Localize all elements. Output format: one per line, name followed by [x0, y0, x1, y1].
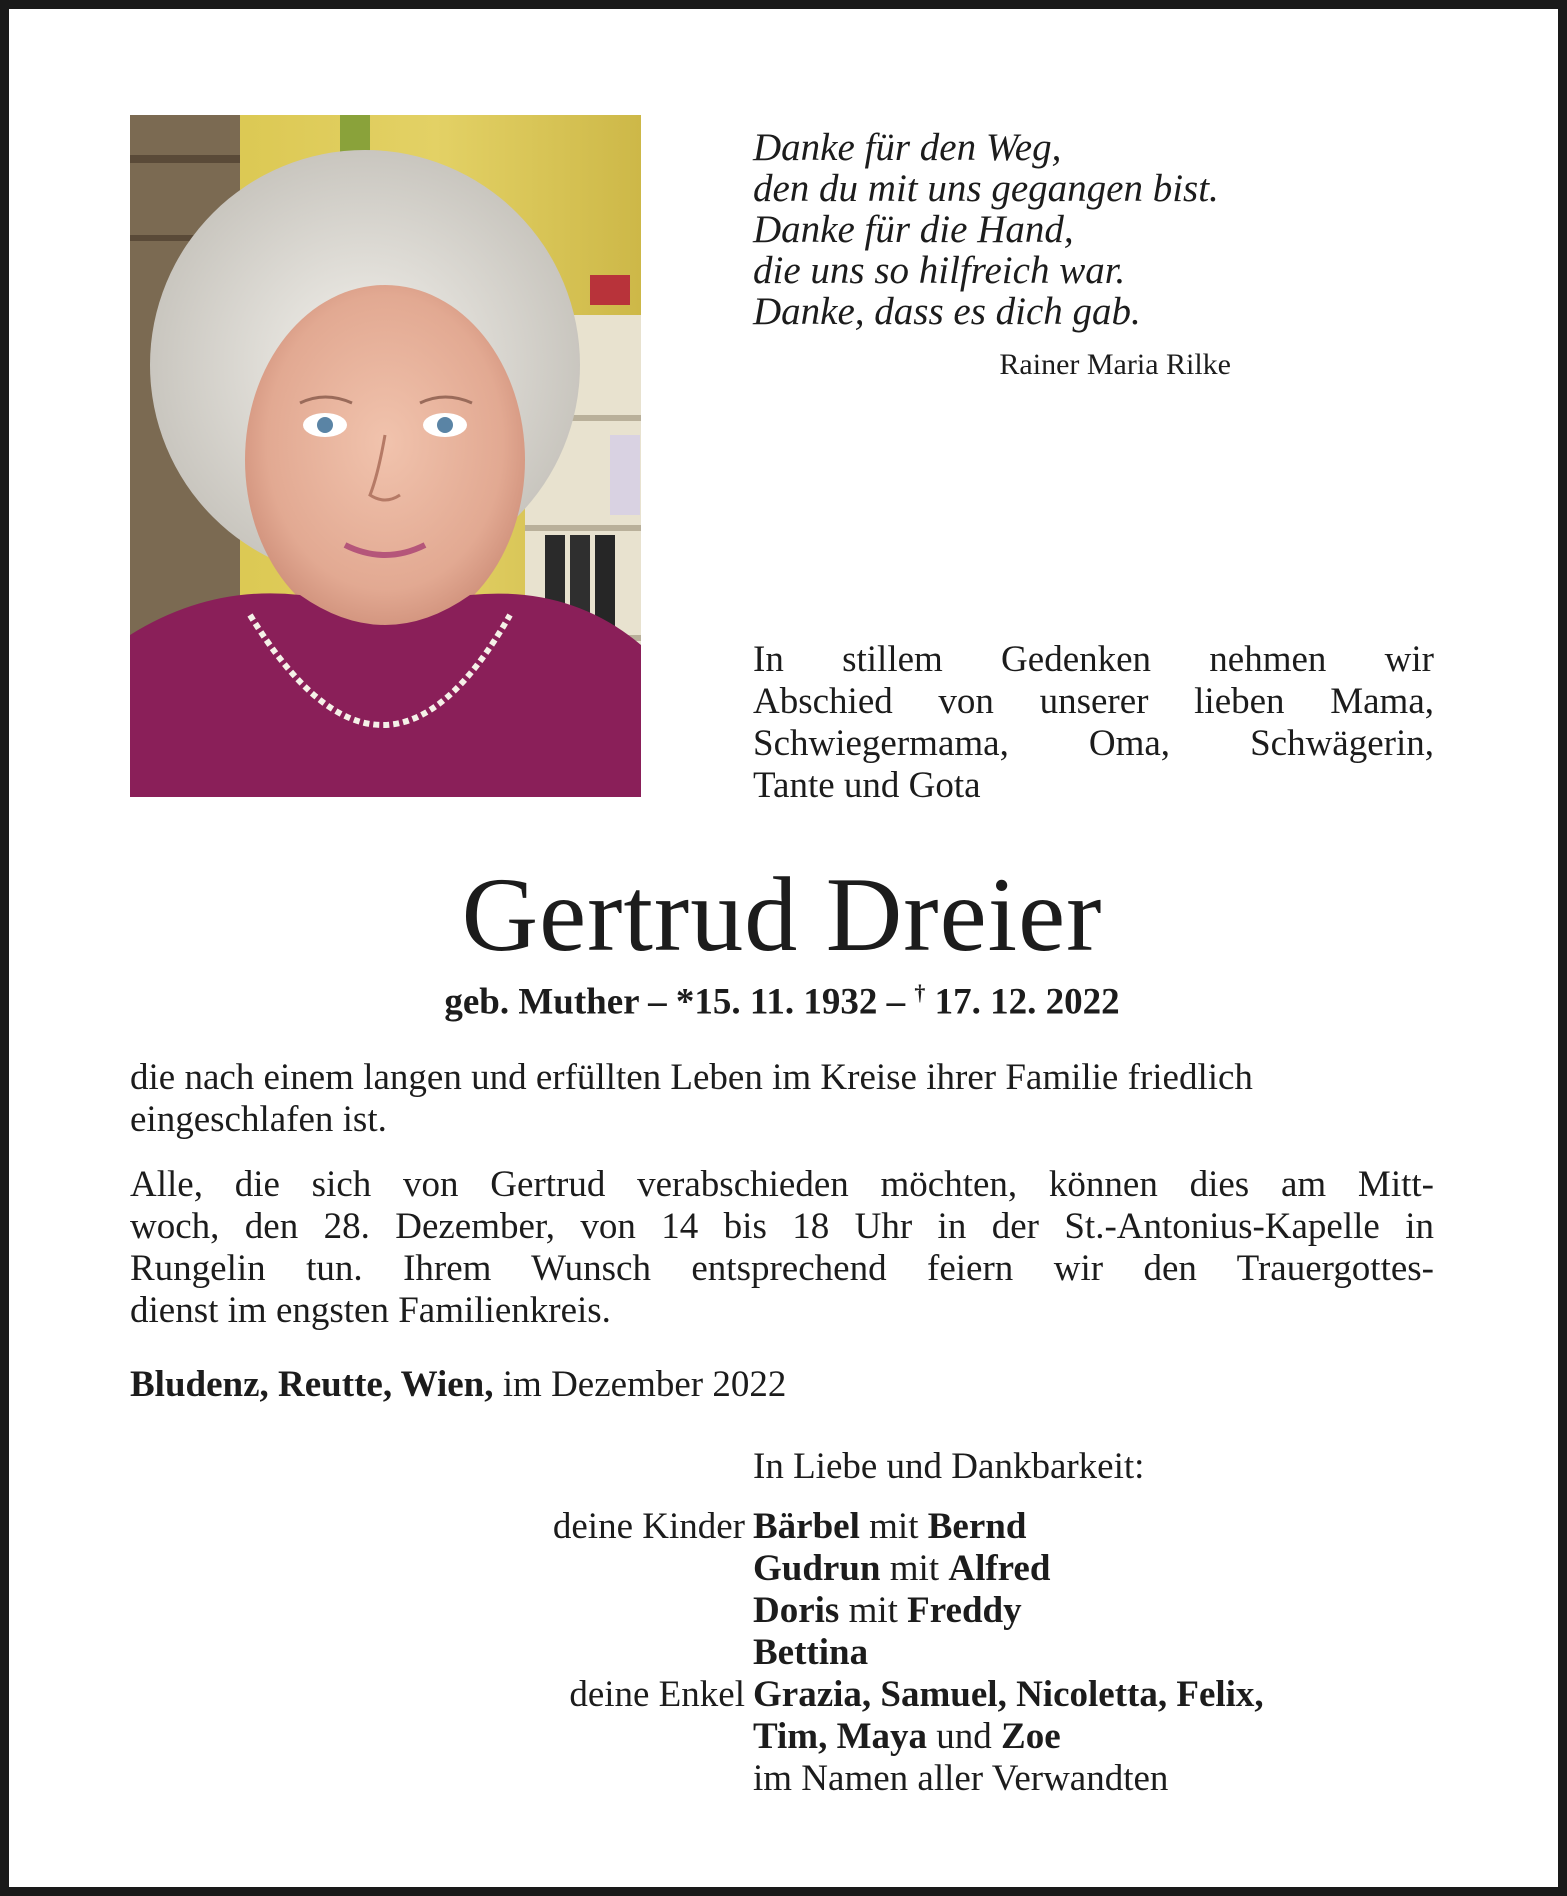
- connector: mit: [880, 1548, 949, 1589]
- child-name: Gudrun: [753, 1548, 881, 1589]
- partner-name: Bernd: [927, 1506, 1027, 1547]
- child-name: Bärbel: [753, 1506, 860, 1547]
- grandchildren-names: Tim, Maya: [753, 1716, 928, 1757]
- maiden-name: geb. Muther: [444, 981, 639, 1023]
- child-entry: [753, 1590, 1022, 1632]
- partner-name: Alfred: [948, 1548, 1051, 1589]
- child-name: Bettina: [753, 1632, 869, 1673]
- child-entry: [753, 1632, 868, 1674]
- poem-line: Danke, dass es dich gab.: [753, 290, 1141, 333]
- closing-line: im Namen aller Verwandten: [753, 1758, 1169, 1799]
- poem-line: die uns so hilfreich war.: [753, 249, 1126, 292]
- birth-date: 15. 11. 1932: [694, 981, 878, 1023]
- portrait-photo: [130, 115, 641, 797]
- deceased-name: Gertrud Dreier: [461, 856, 1103, 973]
- dash-separator: –: [638, 981, 676, 1023]
- obituary-card: [9, 9, 1558, 1887]
- poem-author: Rainer Maria Rilke: [999, 348, 1231, 381]
- grandchildren-names: Grazia, Samuel, Nicoletta, Felix,: [753, 1674, 1264, 1715]
- place-locations: Bludenz, Reutte, Wien,: [130, 1364, 494, 1405]
- poem: [753, 127, 1219, 332]
- grandchildren-names: Zoe: [1001, 1716, 1061, 1757]
- children-label: deine Kinder: [552, 1506, 745, 1547]
- child-entry: [753, 1506, 1026, 1548]
- signature-intro: In Liebe und Dankbarkeit:: [753, 1446, 1145, 1487]
- child-entry: [753, 1548, 1050, 1590]
- place-date: [130, 1363, 786, 1407]
- paragraph-line: woch, den 28. Dezember, von 14 bis 18 Uhr in der St.-Antonius-Kapelle in: [130, 1206, 1434, 1247]
- death-date: 17. 12. 2022: [925, 981, 1120, 1023]
- grandchildren-label: deine Enkel: [569, 1674, 745, 1715]
- portrait-image: [130, 115, 641, 797]
- paragraph-line: Alle, die sich von Gertrud verabschieden möchten, können dies am Mitt-: [130, 1164, 1434, 1205]
- paragraph-line: Rungelin tun. Ihrem Wunsch entsprechend feiern wir den Trauergottes-: [130, 1248, 1434, 1289]
- poem-line: den du mit uns gegangen bist.: [753, 167, 1219, 210]
- intro-text: [753, 639, 1434, 807]
- intro-line: Schwiegermama, Oma, Schwägerin,: [753, 723, 1434, 764]
- grandchildren-line: [753, 1674, 1264, 1716]
- deceased-dates: [130, 971, 1434, 1024]
- grandchildren-line: [753, 1716, 1061, 1758]
- body-paragraph-1: die nach einem langen und erfüllten Leben im Kreise ihrer Familie friedlich eingeschlafen ist.: [130, 1057, 1253, 1140]
- intro-line: Abschied von unserer lieben Mama,: [753, 681, 1434, 722]
- connector: und: [927, 1716, 1002, 1757]
- paragraph-line: dienst im engsten Familienkreis.: [130, 1290, 611, 1331]
- poem-line: Danke für die Hand,: [753, 208, 1074, 251]
- intro-line: In stillem Gedenken nehmen wir: [753, 639, 1434, 680]
- place-date-text: im Dezember 2022: [493, 1364, 787, 1405]
- poem-line: Danke für den Weg,: [753, 126, 1062, 169]
- birth-symbol: *: [675, 981, 695, 1023]
- death-symbol: †: [914, 980, 926, 1005]
- connector: mit: [859, 1506, 928, 1547]
- partner-name: Freddy: [907, 1590, 1022, 1631]
- dash-separator: –: [877, 981, 915, 1023]
- intro-line: Tante und Gota: [753, 765, 981, 806]
- body-paragraph-2: [130, 1164, 1434, 1332]
- child-name: Doris: [753, 1590, 840, 1631]
- connector: mit: [839, 1590, 908, 1631]
